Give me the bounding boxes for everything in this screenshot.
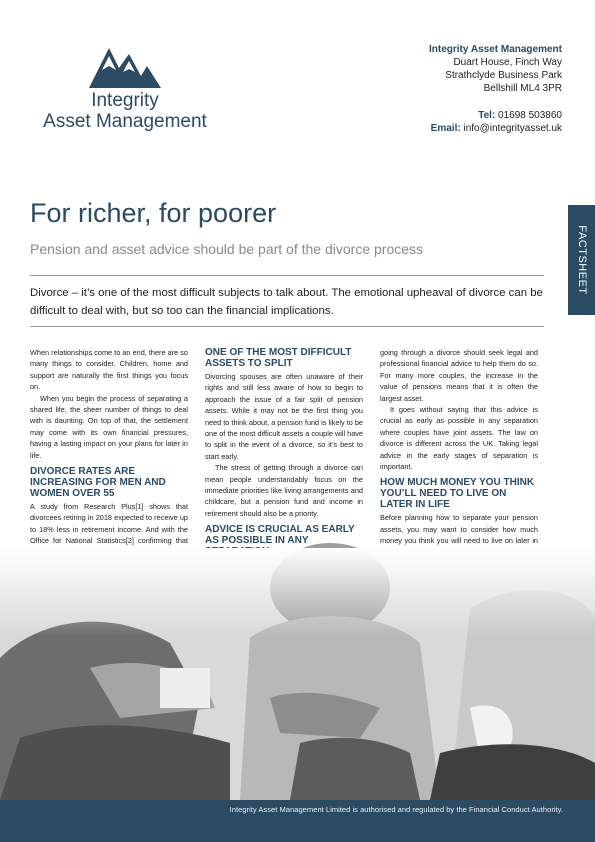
column-1	[30, 347, 188, 581]
address-line-3: Bellshill ML4 3PR	[483, 83, 562, 94]
logo-wordmark-line1: Integrity	[91, 90, 159, 111]
paragraph: When relationships come to an end, there are so many things to consider. Children, home and support are naturally the first things you focus on.	[30, 348, 188, 392]
regulatory-statement: Integrity Asset Management Limited is authorised and regulated by the Financial Conduct Authority.	[229, 805, 563, 814]
contact-block	[429, 43, 562, 135]
paragraph: It goes without saying that this advice is crucial as early as possible in any separation where couples have joint assets. The law on divorce is different across the UK. Taking legal advice in the early stages of separation is important.	[380, 405, 538, 472]
page-title: For richer, for poorer	[30, 198, 277, 228]
email-label: Email:	[430, 123, 461, 134]
paragraph: going through a divorce should seek legal and professional financial advice to help them do so. For many more couples, the increase in the value of pensions means that it is often the largest asset.	[380, 348, 538, 403]
divider-top	[30, 275, 544, 276]
paragraph: Divorcing spouses are often unaware of their rights and still less aware of how to begin to approach the issue of a fair split of pension assets. While it may not be the first thing you need to think about, a pension fund is likely to be one of the most difficult assets a couple will have to split in the event of a divorce, so it’s best to start early.	[205, 372, 363, 461]
article-body	[30, 347, 548, 559]
telephone-label: Tel:	[478, 110, 496, 121]
company-logo	[30, 42, 220, 132]
paragraph: A study from Research Plus[1] shows that divorcees retiring in 2018 expected to receive up to 18% less in retirement income. And with the Office for National Statistics[2] confirming that	[30, 502, 188, 546]
section-heading: ADVICE IS CRUCIAL AS EARLY AS POSSIBLE IN ANY	[205, 524, 355, 547]
logo-wordmark-line2: Asset Management	[43, 111, 207, 132]
telephone-line	[429, 109, 562, 122]
email-line	[429, 122, 562, 135]
section-heading: DIVORCE RATES ARE INCREASING FOR MEN AND WOMEN OVER 55	[30, 466, 166, 500]
factsheet-tab	[568, 205, 595, 315]
email-address[interactable]: info@integrityasset.uk	[463, 123, 562, 134]
divider-bottom	[30, 326, 544, 327]
mountain-logo-icon	[89, 42, 161, 88]
intro-paragraph: Divorce – it’s one of the most difficult subjects to talk about. The emotional upheaval of divorce can be difficult to deal with, but so too can the financial implications.	[30, 287, 543, 317]
paragraph: When you begin the process of separating a shared life, the sheer number of things to deal with is daunting. On top of that, the settlement may come with its own financial pressures, having a lasting impact on your plans for later in life.	[30, 393, 188, 460]
factsheet-tab-label: FACTSHEET	[575, 225, 588, 295]
paragraph: The stress of getting through a divorce can mean people understandably focus on the immediate priorities like living arrangements and childcare, but a pension fund and income in retirement should also be a priority.	[205, 463, 363, 518]
footer-bar	[0, 800, 595, 842]
header-photo-couple-advisor	[0, 548, 595, 800]
address-line-2: Strathclyde Business Park	[445, 70, 562, 81]
page-subtitle: Pension and asset advice should be part of the divorce process	[30, 241, 424, 257]
section-heading: ONE OF THE MOST DIFFICULT ASSETS TO SPLIT	[205, 347, 352, 369]
address-line-1: Duart House, Finch Way	[453, 57, 562, 68]
paragraph: Before planning how to separate your pension assets, you may want to consider how much money you think you will need to live on later in	[380, 513, 538, 546]
section-heading: HOW MUCH MONEY YOU THINK YOU’LL NEED TO LIVE ON LATER IN LIFE	[380, 477, 535, 511]
company-name: Integrity Asset Management	[429, 44, 562, 55]
telephone-number[interactable]: 01698 503860	[498, 110, 562, 121]
